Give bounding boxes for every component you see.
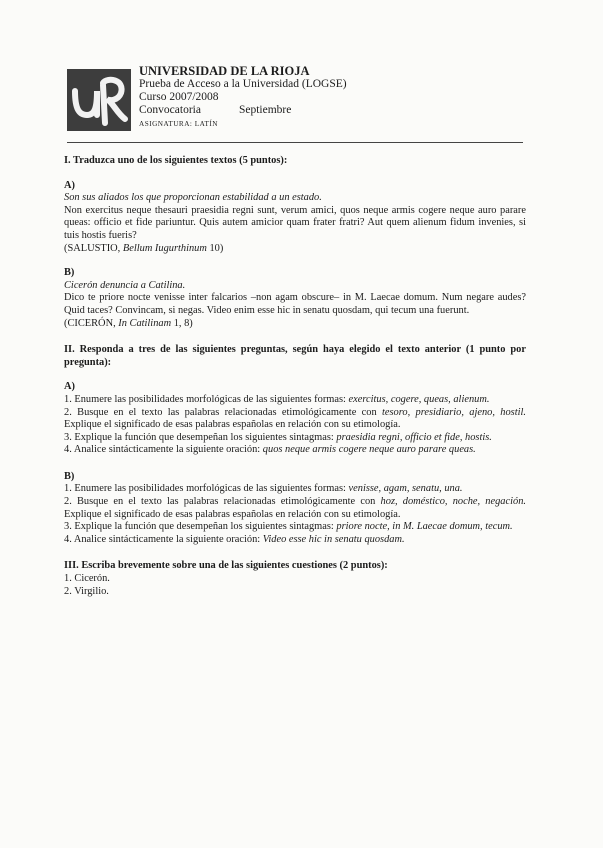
text-a-body: Non exercitus neque thesauri praesidia regni sunt, verum amici, quos neque armis cogere neque auro parare queas: officio et fide pariuntur. Quis autem amicior quam frater fratri? Aut quem alienum fidum invenies, si tuis hostis fueris?	[64, 204, 526, 241]
section-3-item: 2. Virgilio.	[64, 585, 109, 597]
text-a-reference: (SALUSTIO, Bellum Iugurthinum 10)	[64, 242, 224, 254]
text-b-letter: B)	[64, 267, 75, 279]
university-logo	[67, 69, 131, 131]
exam-content	[64, 155, 526, 598]
university-name: UNIVERSIDAD DE LA RIOJA	[139, 64, 310, 78]
section-3-title: III. Escriba brevemente sobre una de las siguientes cuestiones (2 puntos):	[64, 560, 388, 572]
text-b-reference: (CICERÓN, In Catilinam 1, 8)	[64, 317, 193, 329]
logo-mark-icon	[67, 69, 131, 131]
questions-a-letter: A)	[64, 381, 75, 393]
session-label: Convocatoria	[139, 104, 201, 116]
question-a1: 1. Enumere las posibilidades morfológicas de las siguientes formas: exercitus, cogere, queas, alienum.	[64, 393, 490, 405]
course-year: Curso 2007/2008	[139, 91, 219, 103]
question-b1: 1. Enumere las posibilidades morfológicas de las siguientes formas: venisse, agam, senatu, una.	[64, 483, 463, 495]
section-2-title: II. Responda a tres de las siguientes preguntas, según haya elegido el texto anterior (1 punto por pregunta):	[64, 344, 526, 368]
text-b-body: Dico te priore nocte venisse inter falcarios –non agam obscure– in M. Laecae domum. Num negare audes? Quid taces? Convincam, si negas. Video enim esse hic in senatu quosdam, qui tecum una fuerunt.	[64, 292, 526, 316]
question-a2: 2. Busque en el texto las palabras relacionadas etimológicamente con tesoro, presidiario, ajeno, hostil. Explique el significado de esas palabras españolas en relación con su etimología.	[64, 406, 526, 431]
section-1-title: I. Traduzca uno de los siguientes textos (5 puntos):	[64, 155, 288, 166]
text-a-letter: A)	[64, 179, 75, 191]
question-a3: 3. Explique la función que desempeñan los siguientes sintagmas: praesidia regni, officio et fide, hostis.	[64, 431, 492, 443]
text-a-subtitle: Son sus aliados los que proporcionan estabilidad a un estado.	[64, 192, 322, 204]
text-b-subtitle: Cicerón denuncia a Catilina.	[64, 279, 186, 291]
question-b3: 3. Explique la función que desempeñan los siguientes sintagmas: priore nocte, in M. Laecae domum, tecum.	[64, 521, 513, 533]
session-value: Septiembre	[238, 104, 292, 116]
section-3-item: 1. Cicerón.	[64, 573, 110, 585]
question-b2: 2. Busque en el texto las palabras relacionadas etimológicamente con hoz, doméstico, noche, negación. Explique el significado de esas palabras españolas en relación con su etimología.	[64, 496, 526, 520]
questions-b-letter: B)	[64, 470, 75, 482]
header-divider	[67, 142, 523, 143]
exam-header	[139, 64, 469, 129]
exam-name: Prueba de Acceso a la Universidad (LOGSE)	[139, 78, 347, 90]
question-a4: 4. Analice sintácticamente la siguiente oración: quos neque armis cogere neque auro parare queas.	[64, 444, 476, 456]
session-line	[139, 104, 469, 117]
question-b4: 4. Analice sintácticamente la siguiente oración: Video esse hic in senatu quosdam.	[64, 533, 405, 545]
subject-label: ASIGNATURA: LATÍN	[139, 120, 218, 128]
